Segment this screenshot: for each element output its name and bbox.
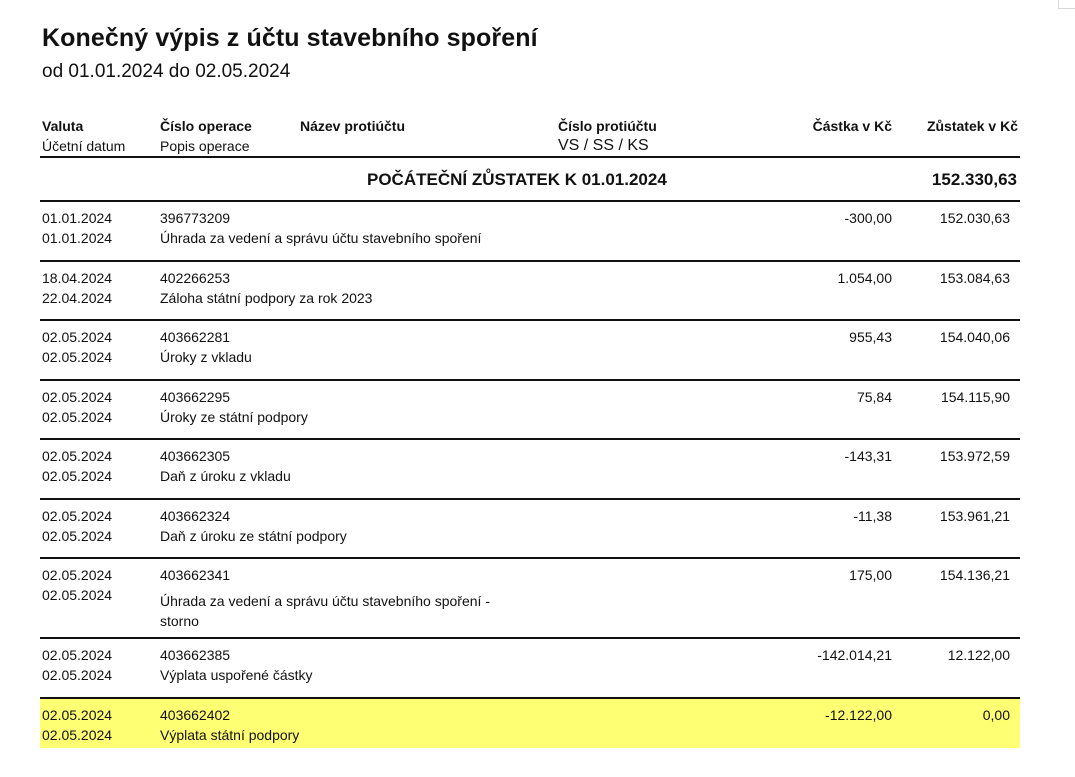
statement-title: Konečný výpis z účtu stavebního spoření [42, 24, 538, 52]
row-valuta: 02.05.2024 [42, 647, 113, 663]
statement-period: od 01.01.2024 do 02.05.2024 [42, 61, 291, 82]
header-castka: Částka v Kč [812, 118, 892, 134]
row-zustatek: 154.040,06 [939, 329, 1010, 345]
row-ucetni-datum: 02.05.2024 [42, 408, 113, 425]
row-valuta: 02.05.2024 [42, 508, 113, 524]
header-col-dates [42, 116, 125, 156]
row-castka: 75,84 [856, 389, 892, 405]
table-row-highlighted [40, 699, 1020, 748]
page-corner-mark [1058, 0, 1075, 9]
row-ucetni-datum: 01.01.2024 [42, 229, 113, 246]
row-cislo-operace: 403662305 [160, 448, 231, 464]
row-cislo-operace: 396773209 [160, 210, 231, 226]
row-cislo-operace: 403662402 [160, 707, 231, 723]
row-valuta: 02.05.2024 [42, 448, 113, 464]
row-popis: Daň z úroku ze státní podpory [160, 527, 347, 544]
table-row [40, 262, 1020, 319]
table-row [40, 559, 1020, 637]
row-castka: 175,00 [849, 567, 892, 583]
row-ucetni-datum: 02.05.2024 [42, 467, 113, 484]
row-zustatek: 154.136,21 [939, 567, 1010, 583]
row-cislo-operace: 403662341 [160, 567, 231, 583]
header-symbols: VS / SS / KS [558, 137, 649, 154]
row-ucetni-datum: 02.05.2024 [42, 726, 113, 743]
row-ucetni-datum: 02.05.2024 [42, 348, 113, 365]
header-zustatek: Zůstatek v Kč [926, 118, 1018, 134]
row-castka: -300,00 [844, 210, 892, 226]
row-zustatek: 153.961,21 [939, 508, 1010, 524]
row-cislo-operace: 403662281 [160, 329, 231, 345]
row-ucetni-datum: 02.05.2024 [42, 586, 113, 603]
table-row [40, 639, 1020, 697]
row-ucetni-datum: 02.05.2024 [42, 527, 113, 544]
opening-balance-label: POČÁTEČNÍ ZŮSTATEK K 01.01.2024 [367, 170, 667, 189]
row-popis: Daň z úroku z vkladu [160, 467, 291, 484]
row-valuta: 01.01.2024 [42, 210, 113, 226]
row-cislo-operace: 402266253 [160, 270, 231, 286]
row-valuta: 02.05.2024 [42, 567, 113, 583]
row-castka: 955,43 [849, 329, 892, 345]
row-cislo-operace: 403662385 [160, 647, 231, 663]
row-popis: Výplata státní podpory [160, 726, 300, 743]
table-row [40, 321, 1020, 379]
row-valuta: 02.05.2024 [42, 389, 113, 405]
header-valuta: Valuta [42, 118, 84, 134]
row-zustatek: 153.972,59 [939, 448, 1010, 464]
row-zustatek: 0,00 [982, 707, 1010, 723]
row-castka: -12.122,00 [825, 707, 892, 723]
row-popis: Úhrada za vedení a správu účtu stavebního spoření [160, 229, 482, 246]
row-zustatek: 152.030,63 [939, 210, 1010, 226]
row-valuta: 02.05.2024 [42, 329, 113, 345]
header-ucetni-datum: Účetní datum [42, 138, 126, 154]
header-popis-operace: Popis operace [160, 138, 250, 154]
row-ucetni-datum: 22.04.2024 [42, 289, 113, 306]
row-castka: -11,38 [853, 508, 892, 524]
row-castka: -143,31 [844, 448, 892, 464]
row-castka: -142.014,21 [817, 647, 892, 663]
table-row [40, 202, 1020, 260]
header-cislo-protiuctu: Číslo protiúčtu [558, 118, 657, 134]
row-zustatek: 154.115,90 [940, 389, 1010, 405]
row-cislo-operace: 403662295 [160, 389, 231, 405]
row-popis: Úroky z vkladu [160, 348, 252, 365]
row-valuta: 18.04.2024 [42, 270, 113, 286]
row-cislo-operace: 403662324 [160, 508, 231, 524]
row-popis: Výplata uspořené částky [160, 666, 313, 683]
row-popis: Úhrada za vedení a správu účtu stavebního spoření - [160, 593, 490, 609]
table-row [40, 381, 1020, 438]
header-cislo-operace: Číslo operace [160, 118, 252, 134]
header-col-counter-account [558, 116, 657, 156]
table-row [40, 440, 1020, 498]
row-zustatek: 153.084,63 [939, 270, 1010, 286]
row-popis-continued: storno [160, 612, 199, 629]
row-castka: 1.054,00 [837, 270, 892, 286]
row-ucetni-datum: 02.05.2024 [42, 666, 113, 683]
header-col-operation [160, 116, 252, 156]
row-valuta: 02.05.2024 [42, 707, 113, 723]
header-nazev-protiuctu: Název protiúčtu [300, 118, 406, 134]
header-divider [40, 156, 1020, 158]
table-row [40, 500, 1020, 557]
row-popis: Záloha státní podpory za rok 2023 [160, 289, 373, 306]
row-popis: Úroky ze státní podpory [160, 408, 308, 425]
opening-balance-value: 152.330,63 [931, 170, 1017, 189]
row-zustatek: 12.122,00 [947, 647, 1010, 663]
